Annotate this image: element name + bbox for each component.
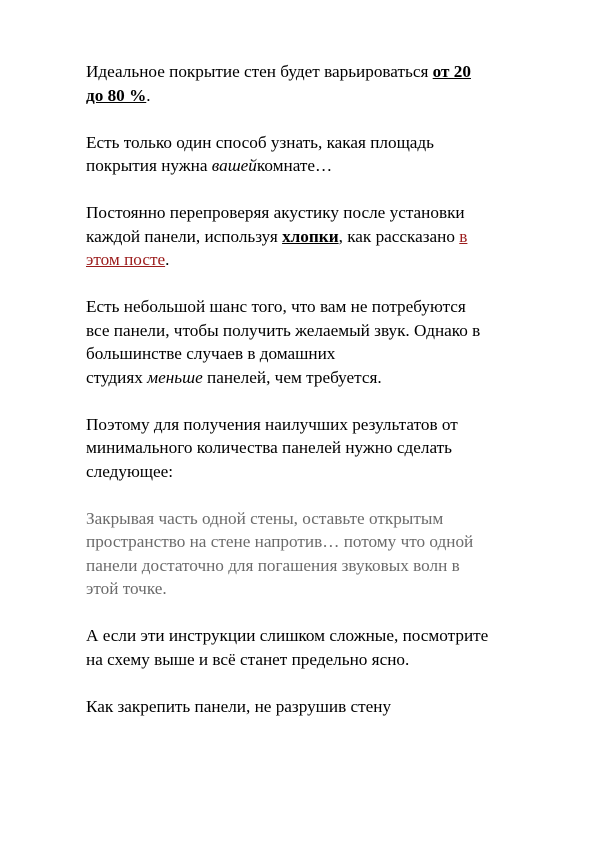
text: Постоянно перепроверяя акустику после установки (86, 203, 465, 222)
paragraph-instruction (86, 507, 566, 601)
text: каждой панели, используя (86, 226, 283, 246)
post-link-part2[interactable]: этом посте (86, 250, 166, 269)
text: . (146, 85, 151, 105)
paragraph-recheck (86, 201, 566, 272)
text: панели достаточно для погашения звуковых волн в (86, 555, 460, 575)
paragraph-best-results (86, 413, 566, 484)
text: большинстве случаев в домашних (86, 344, 336, 363)
bold-word-claps: хлопки (282, 226, 339, 246)
text: Поэтому для получения наилучших результатов от (86, 414, 458, 434)
text: пространство на стене напротив… потому что одной (86, 532, 474, 551)
text: минимального количества панелей нужно сделать (86, 438, 452, 457)
text: покрытия нужна (86, 156, 212, 175)
text: Есть небольшой шанс того, что вам не потребуются (86, 297, 466, 316)
document-page (86, 60, 566, 742)
italic-word: меньше (147, 367, 203, 387)
text: панелей, чем требуется. (202, 367, 382, 387)
paragraph-wall-coverage (86, 60, 566, 107)
text: Закрывая часть одной стены, оставьте открытым (86, 508, 444, 528)
text: все панели, чтобы получить желаемый звук. Однако в (86, 320, 481, 340)
text: . (165, 250, 170, 269)
paragraph-small-chance (86, 295, 566, 389)
text: Как закрепить панели, не разрушив стену (86, 696, 392, 716)
post-link-part1[interactable]: в (459, 226, 468, 246)
bold-range-start: от 20 (432, 62, 471, 81)
text: на схему выше и всё станет предельно ясно. (86, 649, 410, 669)
italic-word: вашей (211, 156, 257, 175)
text: студиях (86, 367, 148, 387)
text: Идеальное покрытие стен будет варьироваться (86, 62, 433, 81)
text: Есть только один способ узнать, какая площадь (86, 132, 435, 152)
paragraph-one-way (86, 131, 566, 178)
text: А если эти инструкции слишком сложные, посмотрите (86, 626, 489, 645)
text: следующее: (86, 461, 174, 481)
section-heading-mounting (86, 695, 566, 719)
bold-range-end: до 80 % (86, 85, 147, 105)
text: комнате… (256, 156, 333, 175)
text: , как рассказано (338, 226, 460, 246)
text: этой точке. (86, 579, 167, 598)
paragraph-see-diagram (86, 624, 566, 671)
